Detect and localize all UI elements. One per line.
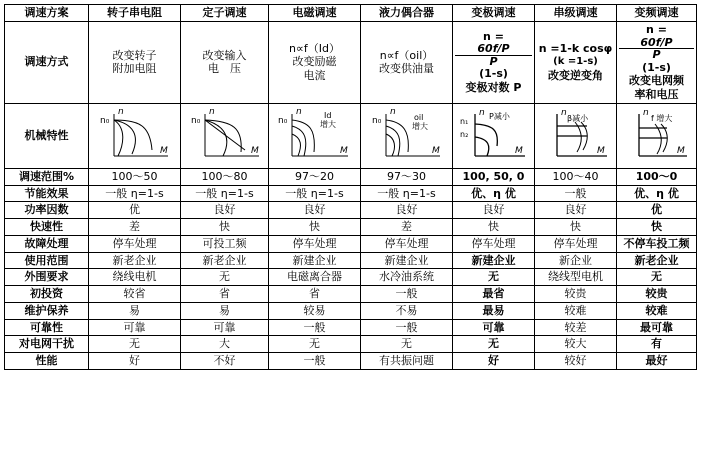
cell-line: 改变供油量 [379,62,434,76]
cell: 新老企业 [617,252,697,269]
cell: 优、η 优 [453,185,535,202]
cell: 易 [89,302,181,319]
cell: 省 [269,286,361,303]
cell: 一般 η=1-s [269,185,361,202]
header-col-5: 变极调速 [453,5,535,22]
cell: 无 [453,269,535,286]
cell: 可靠 [181,319,269,336]
cell: 好 [89,353,181,370]
table-row [5,168,697,185]
curve-chart-stator-voltage [183,106,269,166]
cell: 良好 [535,202,617,219]
cell-method-1 [89,21,181,103]
cell: 省 [181,286,269,303]
row-label-reliability: 可靠性 [5,319,89,336]
fraction [455,43,532,67]
table-row [5,319,697,336]
svg-text:n: n [479,107,485,118]
cell: 一般 [269,353,361,370]
cell: 易 [181,302,269,319]
table-row [5,185,697,202]
header-col-7: 变频调速 [617,5,697,22]
cell-line: 改变输入 [202,48,247,62]
formula-prefix: n = [483,29,504,43]
svg-text:n₀: n₀ [371,115,381,126]
cell: 不停车投工频 [617,235,697,252]
cell: 100～40 [535,168,617,185]
cell: 电磁离合器 [269,269,361,286]
cell: 较难 [617,302,697,319]
table-row [5,353,697,370]
svg-text:n: n [389,106,396,117]
cell-method-7 [617,21,697,103]
formula-line [619,23,694,75]
cell-line: 率和电压 [634,88,679,102]
cell: 一般 η=1-s [181,185,269,202]
cell: 快 [453,219,535,236]
cell: 新企业 [535,252,617,269]
svg-text:M: M [597,145,605,156]
row-label-power-factor: 功率因数 [5,202,89,219]
cell: 较差 [535,319,617,336]
table-row [5,219,697,236]
cell-line: 改变逆变角 [548,68,603,82]
cell: 无 [181,269,269,286]
cell: 无 [617,269,697,286]
svg-text:β减小: β减小 [567,113,589,123]
cell: 良好 [269,202,361,219]
svg-text:f 增大: f 增大 [651,113,673,123]
table-row [5,202,697,219]
comparison-table [4,4,697,370]
fraction [619,37,694,61]
cell: 不易 [361,302,453,319]
fraction-denominator: P [489,54,498,68]
cell: 良好 [361,202,453,219]
cell: 优 [617,202,697,219]
cell-line: 附加电阻 [112,62,157,76]
cell: 一般 [361,319,453,336]
table-row [5,302,697,319]
cell-method-2 [181,21,269,103]
cell-line: 电流 [303,69,326,83]
cell-line: n∝f（oil） [379,48,434,62]
cell-line: 改变转子 [112,48,157,62]
cell: 停车处理 [453,235,535,252]
row-label-performance: 性能 [5,353,89,370]
fraction-denominator: P [652,48,661,62]
cell-line: 改变励磁 [292,55,337,69]
curve-chart-pole-change [455,106,533,166]
table-row [5,235,697,252]
row-label-energy-saving: 节能效果 [5,185,89,202]
cell: 97～20 [269,168,361,185]
cell: 最好 [617,353,697,370]
svg-text:n: n [209,106,215,117]
svg-text:n₀: n₀ [191,115,201,126]
cell: 有 [617,336,697,353]
header-col-3: 电磁调速 [269,5,361,22]
chart-cell-7 [617,103,697,168]
cell: 较大 [535,336,617,353]
cell-method-3 [269,21,361,103]
table-row [5,21,697,103]
cell: 快 [181,219,269,236]
cell: 最可靠 [617,319,697,336]
cell-method-6 [535,21,617,103]
row-label-mechanical-characteristic: 机械特性 [5,103,89,168]
svg-text:n: n [295,106,302,117]
cell: 无 [89,336,181,353]
cell: 有共振问题 [361,353,453,370]
cell: 差 [89,219,181,236]
cell: 绕线电机 [89,269,181,286]
row-label-responsiveness: 快速性 [5,219,89,236]
chart-cell-5 [453,103,535,168]
formula-suffix: (1-s) [642,60,671,74]
chart-cell-1 [89,103,181,168]
cell: 最省 [453,286,535,303]
cell: 新建企业 [453,252,535,269]
cell: 优、η 优 [617,185,697,202]
header-col-4: 液力偶合器 [361,5,453,22]
svg-text:n: n [643,107,649,118]
table-row [5,269,697,286]
chart-cell-3 [269,103,361,168]
cell: 快 [617,219,697,236]
cell: 新老企业 [181,252,269,269]
cell-line: 改变电网频 [629,74,684,88]
curve-chart-electromagnetic [272,106,358,166]
fraction-numerator: 60f/P [619,37,694,50]
cell: 停车处理 [89,235,181,252]
header-col-1: 转子串电阻 [89,5,181,22]
svg-text:M: M [159,145,168,156]
svg-text:M: M [339,145,348,156]
curve-chart-hydraulic-coupling [364,106,450,166]
curve-chart-cascade [537,106,615,166]
cell-method-4 [361,21,453,103]
cell-line: (k =1-s) [553,56,598,68]
cell: 一般 η=1-s [361,185,453,202]
cell: 无 [269,336,361,353]
curve-chart-vfd [619,106,695,166]
cell: 最易 [453,302,535,319]
cell: 100, 50, 0 [453,168,535,185]
svg-text:P减小: P减小 [489,111,510,121]
cell: 100～50 [89,168,181,185]
svg-text:M: M [431,145,440,156]
cell: 停车处理 [269,235,361,252]
svg-text:n₂: n₂ [460,129,469,139]
cell-method-5 [453,21,535,103]
chart-cell-4 [361,103,453,168]
cell: 绕线型电机 [535,269,617,286]
cell-line: 变极对数 P [465,81,522,95]
formula-suffix: (1-s) [479,67,508,81]
svg-text:n: n [561,107,567,118]
cell: 停车处理 [535,235,617,252]
cell: 新建企业 [361,252,453,269]
row-label-fault-handling: 故障处理 [5,235,89,252]
cell: 新老企业 [89,252,181,269]
cell: 好 [453,353,535,370]
row-label-maintenance: 维护保养 [5,302,89,319]
cell-line: n =1-k cosφ [538,42,613,56]
cell: 一般 η=1-s [89,185,181,202]
row-label-grid-interference: 对电网干扰 [5,336,89,353]
cell: 可靠 [89,319,181,336]
svg-text:n₁: n₁ [460,116,469,126]
cell: 无 [361,336,453,353]
cell: 较难 [535,302,617,319]
cell: 一般 [535,185,617,202]
header-corner: 调速方案 [5,5,89,22]
svg-text:n₀: n₀ [277,115,287,126]
cell: 不好 [181,353,269,370]
formula-line [455,30,532,82]
cell: 一般 [361,286,453,303]
cell: 停车处理 [361,235,453,252]
row-label-method: 调速方式 [5,21,89,103]
table-row [5,252,697,269]
cell: 较贵 [535,286,617,303]
svg-text:M: M [677,145,685,156]
table-row [5,103,697,168]
cell: 一般 [269,319,361,336]
cell: 差 [361,219,453,236]
svg-text:Id: Id [323,110,331,120]
cell: 良好 [453,202,535,219]
cell: 较好 [535,353,617,370]
cell: 100～80 [181,168,269,185]
cell: 无 [453,336,535,353]
cell: 快 [535,219,617,236]
table-row [5,286,697,303]
cell: 100～0 [617,168,697,185]
svg-text:M: M [515,145,523,156]
row-label-application-scope: 使用范围 [5,252,89,269]
svg-text:oil: oil [413,112,423,122]
curve-chart-rotor-resistance [92,106,178,166]
table-row [5,336,697,353]
svg-text:n: n [117,106,124,117]
svg-text:M: M [251,145,259,156]
cell: 可靠 [453,319,535,336]
header-col-6: 串级调速 [535,5,617,22]
cell: 97～30 [361,168,453,185]
cell: 良好 [181,202,269,219]
row-label-initial-investment: 初投资 [5,286,89,303]
svg-text:增大: 增大 [319,119,336,129]
cell: 较省 [89,286,181,303]
cell: 大 [181,336,269,353]
formula-prefix: n = [646,22,667,36]
chart-cell-2 [181,103,269,168]
cell: 较贵 [617,286,697,303]
header-col-2: 定子调速 [181,5,269,22]
cell: 快 [269,219,361,236]
cell: 可投工频 [181,235,269,252]
row-label-speed-range: 调速范围% [5,168,89,185]
row-label-peripheral-requirements: 外围要求 [5,269,89,286]
svg-text:增大: 增大 [411,121,428,131]
cell: 水冷油系统 [361,269,453,286]
cell: 新建企业 [269,252,361,269]
svg-text:n₀: n₀ [99,115,109,126]
table-header-row [5,5,697,22]
fraction-numerator: 60f/P [455,43,532,56]
cell: 优 [89,202,181,219]
chart-cell-6 [535,103,617,168]
cell-line: n∝f（Id） [289,41,340,55]
cell: 较易 [269,302,361,319]
cell-line: 电 压 [208,62,241,76]
